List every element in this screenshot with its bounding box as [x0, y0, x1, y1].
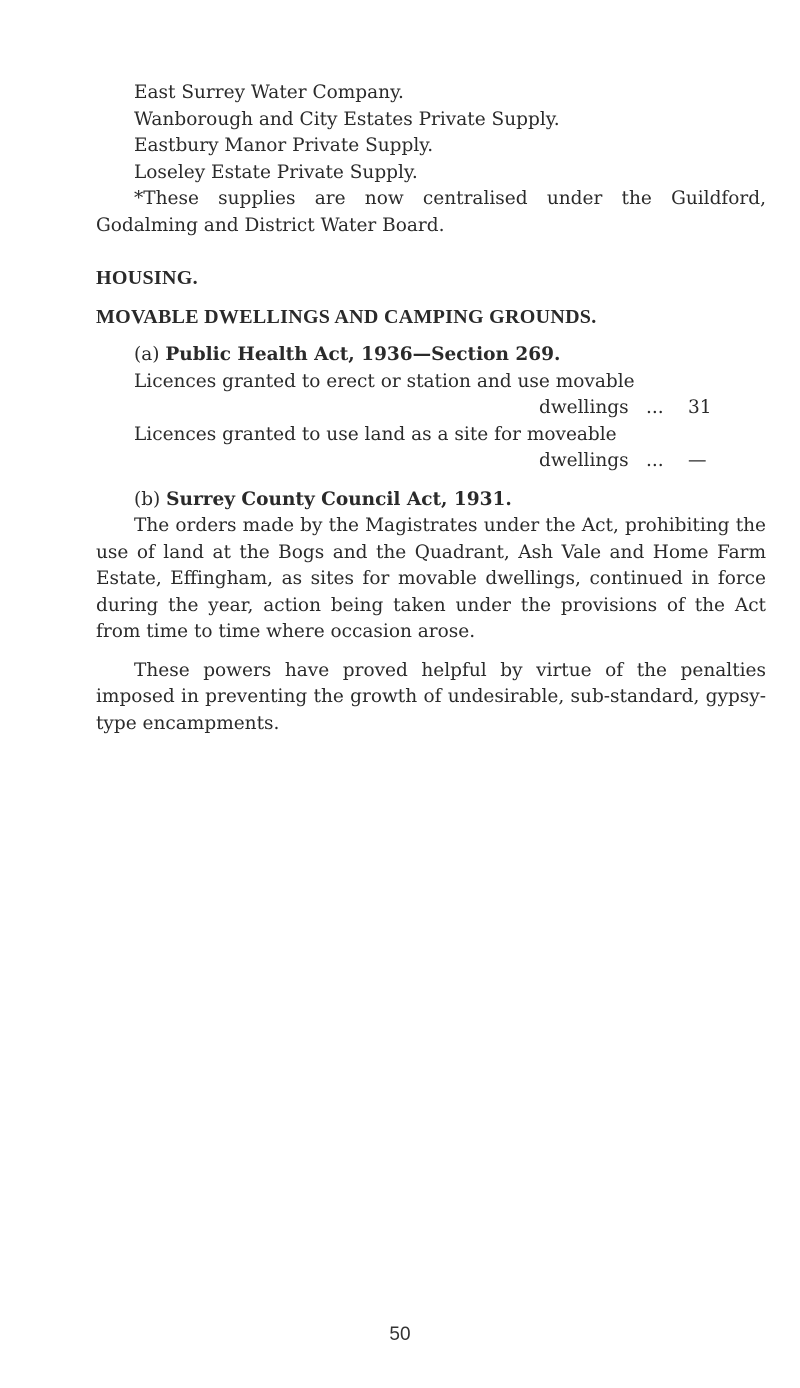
licence-row — [96, 448, 766, 475]
section-title: HOUSING. — [96, 267, 198, 289]
supply-item: Loseley Estate Private Supply. — [134, 161, 418, 183]
part-a-title: Public Health Act, 1936—Section 269. — [165, 344, 561, 365]
document-page — [96, 80, 766, 737]
part-b-paragraph: The orders made by the Magistrates under the Act, prohibiting the use of land at the Bogs and the Quadrant, Ash Vale and Home Farm Estate, Effingham, as sites for movable dwellings, continued in force during the year, action being taken under the provisions of the Act from time to time where occasion arose. — [96, 515, 766, 642]
subsection-title: MOVABLE DWELLINGS AND CAMPING GROUNDS. — [96, 305, 597, 328]
part-b-title: Surrey County Council Act, 1931. — [166, 488, 512, 510]
water-supplies-list — [96, 80, 766, 186]
supply-item: Wanborough and City Estates Private Supply. — [134, 108, 560, 130]
leader-dots: ... — [646, 397, 664, 418]
licence-row-text: Licences granted to use land as a site for moveable — [134, 423, 617, 445]
licence-row-item: dwellings — [539, 397, 629, 418]
licence-row-text: Licences granted to erect or station and use movable — [134, 370, 635, 392]
part-b-label: (b) — [134, 488, 161, 510]
part-b-heading — [96, 487, 766, 514]
supply-item: Eastbury Manor Private Supply. — [134, 135, 434, 156]
licence-row-item: dwellings — [539, 450, 629, 471]
leader-dots: ... — [646, 450, 664, 471]
part-a-heading — [96, 342, 766, 369]
licence-row — [96, 395, 766, 422]
licence-row-value: 31 — [688, 397, 712, 418]
part-a-label: (a) — [134, 344, 160, 365]
supply-item: East Surrey Water Company. — [134, 82, 404, 103]
licence-row-value: — — [688, 450, 707, 471]
part-b-paragraph: These powers have proved helpful by virtue of the penalties imposed in preventing the growth of undesirable, sub-standard, gypsy-type encampments. — [96, 659, 766, 734]
page-number: 50 — [389, 1324, 411, 1345]
centralisation-footnote: *These supplies are now centralised under the Guildford, Godalming and District Water Board. — [96, 188, 766, 236]
